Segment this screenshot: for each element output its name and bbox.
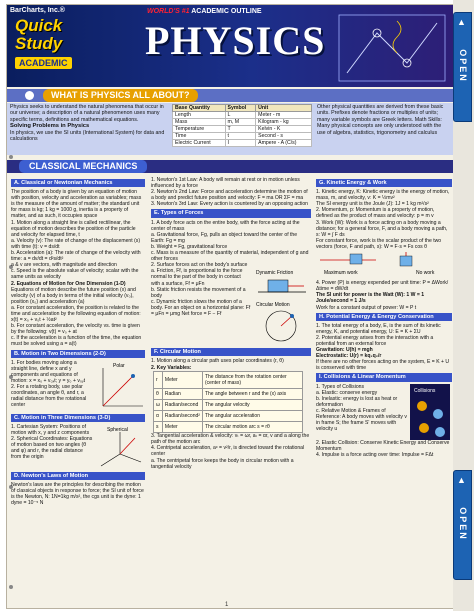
subsection-heading: E. Types of Forces [151, 209, 311, 217]
page-number: 1 [225, 602, 229, 608]
subsection-heading: D. Newton's Laws of Motion [11, 472, 145, 480]
arrow-up-icon: ▲ [457, 475, 466, 485]
page-title: PHYSICS [145, 18, 326, 63]
friction-diagram-icon [254, 268, 309, 346]
subsection-heading: G. Kinetic Energy & Work [316, 179, 452, 187]
svg-text:Circular Motion: Circular Motion [256, 302, 290, 309]
derived-units-text: Other physical quantities are derived from these basic units. Prefixes denote fractions or multiples of units; many variable symbols are Greek letters. Math Skills: Many physical concepts are only understood with the use of algebra, statistics, trigonometry and calculus [317, 104, 444, 136]
quickstudy-logo: Quick Study ACADEMIC [15, 17, 77, 69]
si-units-table: Base Quantity Symbol Unit Length L Meter - m Mass m, M Kilogram - kg Temperature T Kelvin - K Time t Second - s Electric Current I Ampere - A (C/s) [172, 104, 312, 147]
table-row: s Meter The circular motion arc s = rθ [154, 422, 303, 433]
table-row: θ Radian The angle between r and the (x) axis [154, 388, 303, 399]
what-is-physics-bar [7, 89, 454, 102]
subsection-heading: B. Motion in Two Dimensions (2-D) [11, 350, 145, 358]
svg-text:No work: No work [416, 270, 435, 277]
collision-diagram-icon [410, 384, 450, 440]
brand-name: BarCharts, Inc.® [10, 7, 65, 14]
subsection-heading: A. Classical or Newtonian Mechanics [11, 179, 145, 187]
column-middle: 1. Newton's 1st Law: A body will remain at rest or in motion unless influenced by a force 2. Newton's 2nd Law: Force and acceleration determine the motion of a body and predict future position and velocity: F = ma OR ΣF = ma 3. Newton's 3rd Law: Every action is countered by an opposing action E. Types of Forces 1. A body force acts on the entire body, with the force acting at the center of mass a. Gravitational force, Fg, pulls an object toward the center of the Earth: Fg = mg b. Weight = Fg, gravitational force c. Mass is a measure of the quantity of material, independent of g and other forces 2. Surface forces act on the body's surface a. Friction, Ff, is proportional to the force normal to the part of the body in contact with a surface, Ff = μFn b. Static friction resists the movement of a body c. Dynamic friction slows the motion of a body. For an object on a horizontal plane: Ff = μFn = μmg Net force = F − Ff Dynamic Friction Circular Motion F. Circular Motion 1. Motion along a circular path uses polar coordinates (r, θ) 2. Key Variables: r Meter The distance from the rotation center (center of mass) θ Radian The angle between r and the (x) axis ω Radian/second The angular velocity α Radian/second² The angular acceleration s Meter The circular motion arc s = rθ 3. Tangential acceleration & velocity: vₜ = ωr, aₜ = αr, v and a along the path of the motion arc 4. Centripetal acceleration, aᶜ = v²/r, is directed toward the rotational center a. The centripetal force keeps the body in circular motion with a tangential velocity [151, 177, 310, 470]
classical-mechanics-bar [7, 160, 454, 173]
spherical-diagram-icon [95, 424, 145, 470]
tagline: WORLD'S #1 ACADEMIC OUTLINE [147, 8, 262, 15]
subsection-heading: H. Potential Energy & Energy Conservation [316, 313, 452, 321]
table-row: Mass m, M Kilogram - kg [173, 119, 312, 126]
table-row: Electric Current I Ampere - A (C/s) [173, 140, 312, 147]
polar-diagram-icon [95, 360, 145, 412]
table-row: α Radian/second² The angular acceleration [154, 410, 303, 421]
section-bullet-icon [25, 91, 34, 100]
table-row: Time t Second - s [173, 133, 312, 140]
section-heading: WHAT IS PHYSICS ALL ABOUT? [43, 89, 198, 102]
subsection-heading: F. Circular Motion [151, 348, 311, 356]
svg-text:Dynamic Friction: Dynamic Friction [256, 270, 294, 277]
circular-variables-table [153, 371, 303, 434]
circuit-illustration-icon [337, 13, 447, 83]
study-sheet [6, 4, 455, 609]
work-diagram-icon [316, 250, 450, 278]
what-is-physics-body [7, 103, 454, 155]
open-tab-top[interactable]: ▲ OPEN [453, 12, 472, 122]
arrow-up-icon: ▲ [457, 17, 466, 27]
svg-text:Spherical: Spherical [107, 426, 128, 433]
column-right: G. Kinetic Energy & Work 1. Kinetic energy, K: Kinetic energy is the energy of motion, mass, m, and velocity, v: K = ½mv² The SI energy unit is the Joule (J): 1J = 1 kg m²/s² 2. Momentum, p: Momentum is a property of motion, defined as the product of mass and velocity: p = m v 3. Work (W): Work is a force acting on a body moving a distance; for a general force, F, and a body moving a path, s: W = ∫ F ds For constant force, work is the scalar product of the two vectors (force, F and path, s): W = F·s = Fs cos θ Maximum work No work 4. Power (P) is energy expended per unit time: P = ΔWork/Δtime = dW/dt The SI unit for power is the Watt (W): 1 W = 1 Joule/second = 1 J/s Work for a constant output of power: W = P t H. Potential Energy & Energy Conservation 1. The total energy of a body, E, is the sum of its kinetic energy, K, and potential energy, U: E = K + ΣU 2. Potential energy arises from the interaction with a potential from an external force Gravitation: U(h) = mgh Electrostatic: U(r) = kq₁q₂/r If there are no other forces acting on the system, E = K + U is conserved with time I. Collisions & Linear Momentum 1. Types of Collisions a. Elastic: conserve energy b. Inelastic: energy is lost as heat or deformation c. Relative Motion & Frames of Reference: A body moves with velocity v in frame S; the frame S' moves with velocity u Collisions 2. Elastic Collision: Conserve Kinetic Energy and Conserve Momentum 4. Impulse is a force acting over time: Impulse = FΔt [316, 177, 452, 458]
column-left: A. Classical or Newtonian Mechanics The position of a body is given by an equation of motion with position, velocity and acceleration as variables; mass is the measure of the amount of matter; the standard unit for mass is kg; 1 kg = 1000 g, inertia is a property of matter, and as such, it occupies space 1. Motion along a straight line is called rectilinear, the equation of motion describes the position of the particle and velocity for elapsed time, t a. Velocity (v): The rate of change of the displacement (s) with time (t): v = ds/dt b. Acceleration (a): The rate of change of the velocity with time: a = dv/dt = d²s/dt² a & v are vectors, with magnitude and direction c. Speed is the absolute value of velocity; scalar with the same units as velocity 2. Equations of Motion for One Dimension (1-D) Equations of motion describe the future position (x) and velocity (v) of a body in terms of the initial velocity (v₀), position (x₀) and acceleration (a) a. For constant acceleration, the position is related to the time and acceleration by the following equation of motion: x(t) = x₀ + v₀t + ½at² b. For constant acceleration, the velocity vs. time is given by the following: v(t) = v₀ + at c. If the acceleration is a function of the time, the equation must be solved using a = a(t) B. Motion in Two Dimensions (2-D) 1. For bodies moving along a straight line, define x and y components and equations of motion: x = x₀ + v₀ₓt; y = y₀ + v₀ᵧt 2. For a rotating body, use polar coordinates, an angle θ, and r, a radial distance from the rotational center Polar C. Motion in Three Dimensions (3-D) 1. Cartesian System: Positions of motion with x, y and z components 2. Spherical Coordinates: Equations of motion based on two angles (θ and φ) and r, the radial distance from the origin Spherical D. Newton's Laws of Motion Newton's laws are the principles for describing the motion of classical objects in response to force; the SI unit of force is the Newton, N: 1N=1kg m/s², the cgs unit is the dyne: 1 dyne = 10⁻⁵ N [11, 180, 144, 507]
side-strip [453, 0, 474, 611]
svg-text:Polar: Polar [113, 362, 125, 369]
table-row: Length L Meter - m [173, 112, 312, 119]
intro-text: Physics seeks to understand the natural phenomena that occur in our universe; a description of a natural phenomenon uses many specific terms, definitions and mathematical equations. Solving Problems in Physics In physics, we use the SI units (International System) for data and calculations [10, 104, 165, 143]
svg-text:Collisions: Collisions [414, 387, 436, 394]
svg-text:Maximum work: Maximum work [324, 270, 358, 277]
open-tab-bottom[interactable]: ▲ OPEN [453, 470, 472, 580]
table-row: ω Radian/second The angular velocity [154, 399, 303, 410]
table-row: r Meter The distance from the rotation center (center of mass) [154, 371, 303, 388]
subsection-heading: C. Motion in Three Dimensions (3-D) [11, 414, 145, 422]
header-banner [7, 5, 454, 87]
section-heading: CLASSICAL MECHANICS [19, 160, 147, 173]
table-row: Temperature T Kelvin - K [173, 126, 312, 133]
subsection-heading: I. Collisions & Linear Momentum [316, 373, 452, 381]
